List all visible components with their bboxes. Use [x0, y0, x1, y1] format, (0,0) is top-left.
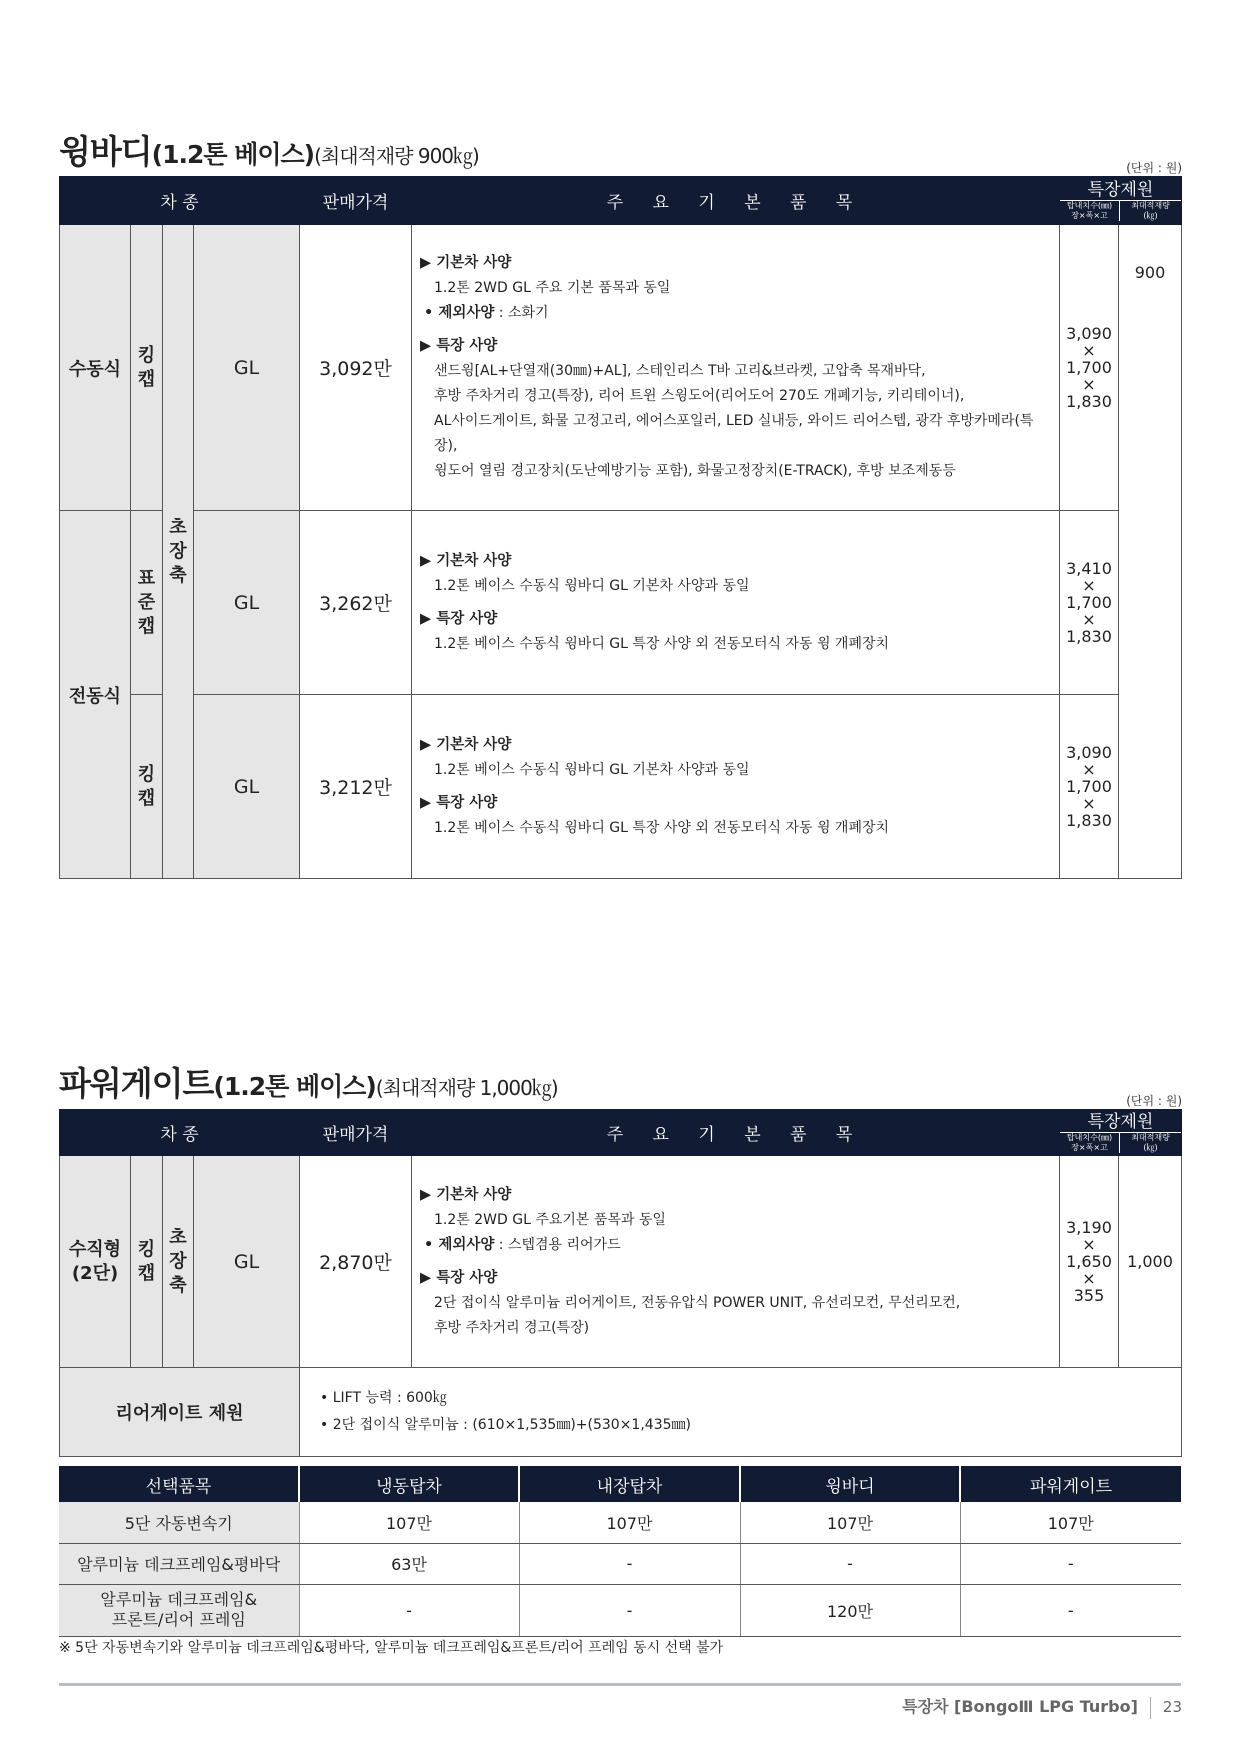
option-price: - — [519, 1584, 740, 1636]
trim-cell: GL — [194, 695, 300, 879]
rear-gate-specs: • LIFT 능력 : 600㎏ • 2단 접이식 알루미늄 : (610×1,535㎜)+(530×1,435㎜) — [300, 1368, 1182, 1457]
section-title-wingbody: 윙바디(1.2톤 베이스)(최대적재량 900㎏) — [59, 132, 479, 171]
powergate-spec-table — [59, 1109, 1182, 1457]
option-price: 63만 — [299, 1543, 519, 1584]
price-cell: 3,092만 — [300, 225, 412, 511]
table-row — [59, 1502, 1181, 1543]
type-cell: 수동식 — [60, 225, 131, 511]
option-price: - — [299, 1584, 519, 1636]
items-cell: ▶ 기본차 사양 1.2톤 베이스 수동식 윙바디 GL 기본차 사양과 동일 ▶ 특장 사양 1.2톤 베이스 수동식 윙바디 GL 특장 사양 외 전동모터식 자동 윙 개폐장치 — [412, 511, 1060, 695]
items-cell: ▶ 기본차 사양 1.2톤 베이스 수동식 윙바디 GL 기본차 사양과 동일 ▶ 특장 사양 1.2톤 베이스 수동식 윙바디 GL 특장 사양 외 전동모터식 자동 윙 개폐장치 — [412, 695, 1060, 879]
table-row — [60, 1156, 1182, 1368]
header-price: 판매가격 — [300, 177, 412, 225]
trim-cell: GL — [194, 511, 300, 695]
cab-cell: 킹 캡 — [131, 695, 163, 879]
option-price: 107만 — [740, 1502, 960, 1543]
max-load-cell: 900 — [1119, 225, 1182, 879]
trim-cell: GL — [194, 225, 300, 511]
table-row — [59, 1543, 1181, 1584]
options-header: 내장탑차 — [519, 1466, 740, 1502]
rear-gate-label: 리어게이트 제원 — [60, 1368, 300, 1457]
option-price: 107만 — [960, 1502, 1181, 1543]
type-cell: 수직형 (2단) — [60, 1156, 131, 1368]
options-table — [59, 1466, 1181, 1637]
header-items: 주 요 기 본 품 목 — [412, 177, 1060, 225]
items-cell: ▶ 기본차 사양 1.2톤 2WD GL 주요기본 품목과 동일 • 제외사양 : 스텝겸용 리어가드 ▶ 특장 사양 2단 접이식 알루미늄 리어게이트, 전동유압식 POWER UNIT, 유선리모컨, 무선리모컨, 후방 주차거리 경고(특장) — [412, 1156, 1060, 1368]
option-price: - — [740, 1543, 960, 1584]
cab-cell: 킹 캡 — [131, 1156, 163, 1368]
header-price: 판매가격 — [300, 1110, 412, 1156]
price-cell: 3,262만 — [300, 511, 412, 695]
rear-gate-row — [60, 1368, 1182, 1457]
type-cell: 전동식 — [60, 511, 131, 879]
section-title-powergate: 파워게이트(1.2톤 베이스)(최대적재량 1,000㎏) — [59, 1064, 558, 1103]
options-note: ※ 5단 자동변속기와 알루미늄 데크프레임&평바닥, 알루미늄 데크프레임&프론트/리어 프레임 동시 선택 불가 — [59, 1640, 724, 1656]
table-row — [60, 225, 1182, 511]
footer-label: 특장차 [BongoⅢ LPG Turbo] — [902, 1697, 1138, 1716]
option-price: 107만 — [299, 1502, 519, 1543]
header-items: 주 요 기 본 품 목 — [412, 1110, 1060, 1156]
dims-cell: 3,190 × 1,650 × 355 — [1060, 1156, 1119, 1368]
header-model: 차 종 — [60, 1110, 300, 1156]
dims-cell: 3,410 × 1,700 × 1,830 — [1060, 511, 1119, 695]
options-header: 냉동탑차 — [299, 1466, 519, 1502]
footer-divider — [59, 1683, 1181, 1686]
option-price: 107만 — [519, 1502, 740, 1543]
cab-cell: 표 준 캡 — [131, 511, 163, 695]
option-name: 5단 자동변속기 — [59, 1502, 299, 1543]
table-row — [59, 1584, 1181, 1636]
option-price: - — [519, 1543, 740, 1584]
dims-cell: 3,090 × 1,700 × 1,830 — [1060, 695, 1119, 879]
header-special: 특장제원 탑내치수(㎜) 장×폭×고 최대적재량 (㎏) — [1060, 1110, 1182, 1156]
option-price: 120만 — [740, 1584, 960, 1636]
table-row — [60, 695, 1182, 879]
cab-cell: 킹 캡 — [131, 225, 163, 511]
options-header: 윙바디 — [740, 1466, 960, 1502]
page-footer — [902, 1694, 1182, 1719]
chassis-cell: 초 장 축 — [163, 225, 194, 879]
page-number: 23 — [1162, 1698, 1182, 1716]
header-special: 특장제원 탑내치수(㎜) 장×폭×고 최대적재량 (㎏) — [1060, 177, 1182, 225]
option-name: 알루미늄 데크프레임& 프론트/리어 프레임 — [59, 1584, 299, 1636]
chassis-cell: 초 장 축 — [163, 1156, 194, 1368]
unit-label: (단위 : 원) — [1126, 161, 1182, 175]
max-load-cell: 1,000 — [1119, 1156, 1182, 1368]
options-header: 파워게이트 — [960, 1466, 1181, 1502]
unit-label: (단위 : 원) — [1126, 1094, 1182, 1108]
table-row — [60, 511, 1182, 695]
options-header: 선택품목 — [59, 1466, 299, 1502]
option-price: - — [960, 1584, 1181, 1636]
trim-cell: GL — [194, 1156, 300, 1368]
option-name: 알루미늄 데크프레임&평바닥 — [59, 1543, 299, 1584]
dims-cell: 3,090 × 1,700 × 1,830 — [1060, 225, 1119, 511]
wingbody-spec-table — [59, 176, 1182, 879]
items-cell: ▶ 기본차 사양 1.2톤 2WD GL 주요 기본 품목과 동일 • 제외사양 : 소화기 ▶ 특장 사양 샌드윙[AL+단열재(30㎜)+AL], 스테인리스 T바 고리&브라켓, 고압축 목재바닥, 후방 주차거리 경고(특장), 리어 트윈 스윙도어(리어도어 270도 개폐기능, 키리테이너), AL사이드게이트, 화물 고정고리, 에어스포일러, LED 실내등, 와이드 리어스텝, 광각 후방카메라(특장), 윙도어 열림 경고장치(도난예방기능 포함), 화물고정장치(E-TRACK), 후방 보조제동등 — [412, 225, 1060, 511]
price-cell: 2,870만 — [300, 1156, 412, 1368]
option-price: - — [960, 1543, 1181, 1584]
header-model: 차 종 — [60, 177, 300, 225]
price-cell: 3,212만 — [300, 695, 412, 879]
